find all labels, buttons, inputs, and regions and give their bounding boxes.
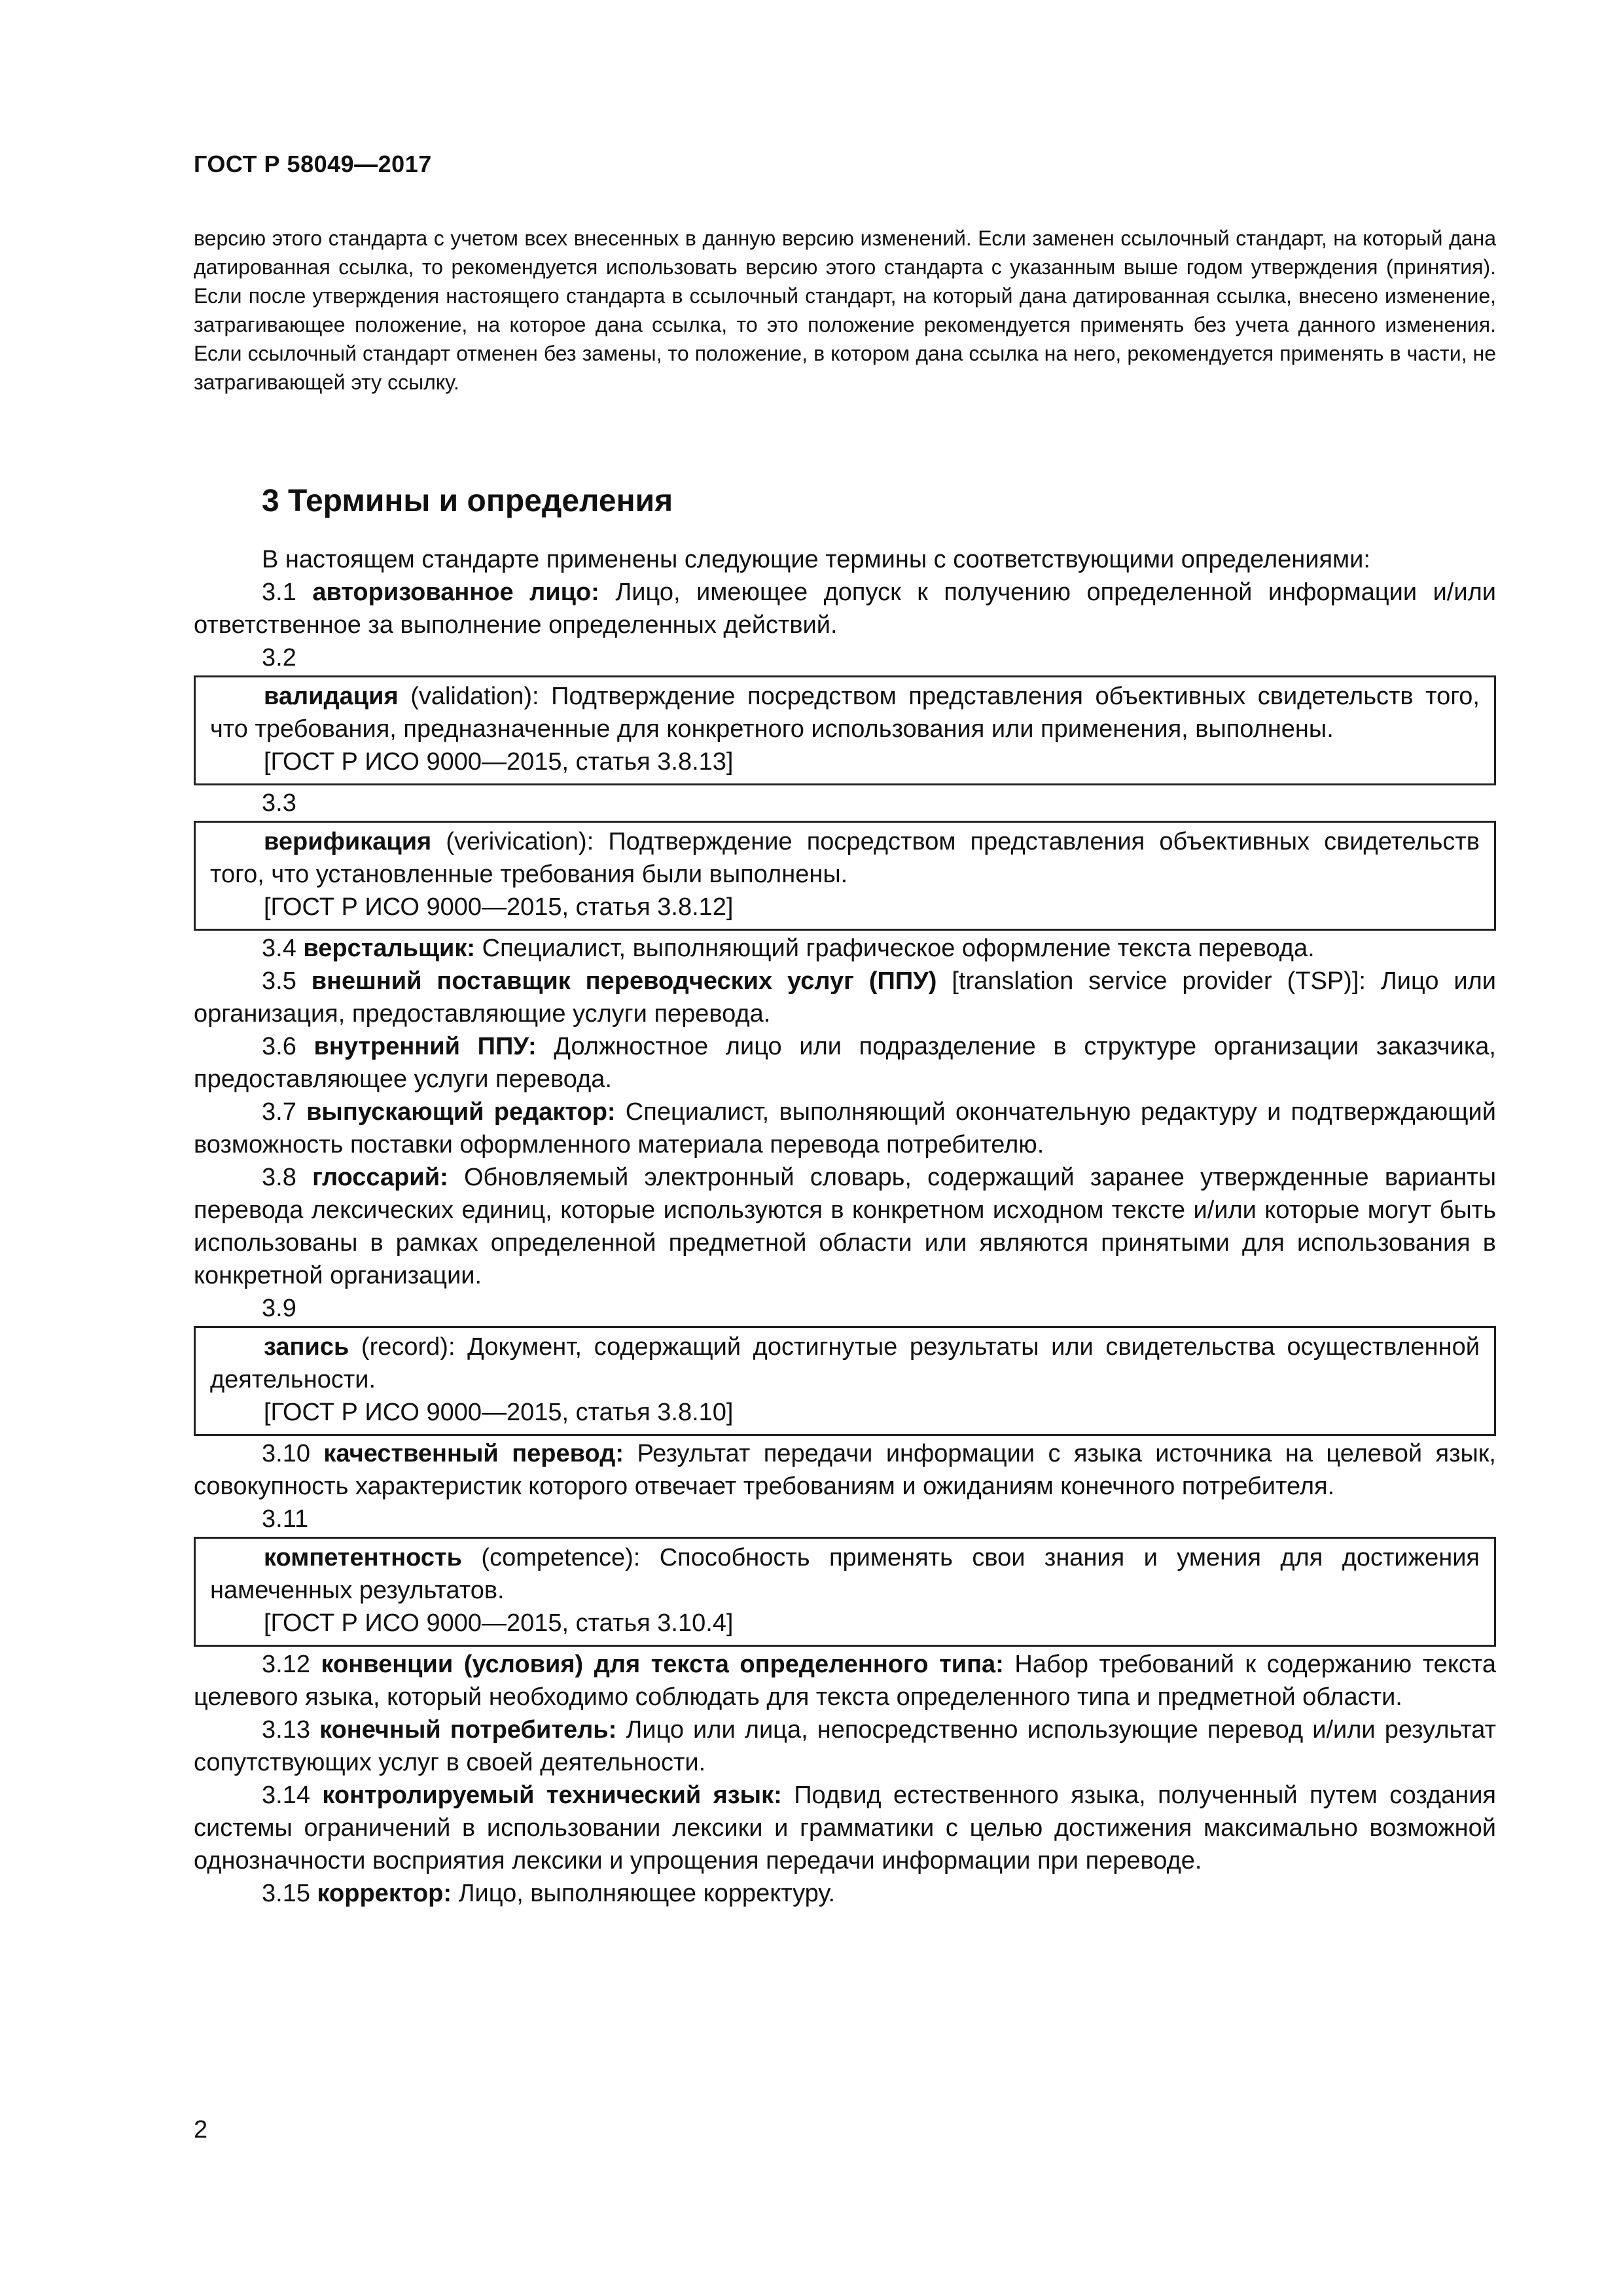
term-3-14 (194, 1779, 1496, 1877)
term-definition: Должностное лицо или подразделение в структуре организации заказчика, предоставляющее услуги перевода. (194, 1033, 1496, 1093)
term-name: валидация (264, 683, 399, 710)
document-header: ГОСТ Р 58049—2017 (194, 151, 432, 177)
term-name: выпускающий редактор: (306, 1098, 616, 1126)
term-number: 3.12 (262, 1651, 310, 1678)
term-name: конечный потребитель: (319, 1716, 617, 1744)
term-number: 3.9 (262, 1295, 296, 1322)
term-3-1 (194, 576, 1496, 641)
term-number: 3.8 (262, 1164, 296, 1191)
term-number: 3.7 (262, 1098, 296, 1126)
term-definition: Лицо, имеющее допуск к получению определенной информации и/или ответственное за выполнение определенных действий. (194, 579, 1496, 639)
term-definition: Специалист, выполняющий графическое оформление текста перевода. (475, 935, 1315, 962)
term-3-2 (210, 680, 1480, 745)
term-box-3-3 (194, 821, 1496, 931)
term-3-8 (194, 1161, 1496, 1292)
term-number: 3.15 (262, 1880, 310, 1907)
term-number: 3.11 (262, 1505, 309, 1533)
term-number: 3.4 (262, 935, 296, 962)
term-definition: (record): Документ, содержащий достигнутые результаты или свидетельства осуществленной деятельности. (210, 1333, 1480, 1393)
term-definition: Набор требований к содержанию текста целевого языка, который необходимо соблюдать для текста определенного типа и предметной области. (194, 1651, 1496, 1711)
page-number: 2 (194, 2116, 208, 2144)
term-definition: (verivication): Подтверждение посредством представления объективных свидетельств того, что установленные требования были выполнены. (210, 828, 1480, 888)
term-name: авторизованное лицо: (312, 579, 599, 606)
terms-list (194, 543, 1496, 1910)
term-definition: Обновляемый электронный словарь, содержащий заранее утвержденные варианты перевода лексических единиц, которые используются в конкретном исходном тексте и/или которые могут быть использованы в рамках определенной предметной области или являются принятыми для использования в конкретной организации. (194, 1164, 1496, 1289)
term-box-3-2 (194, 675, 1496, 785)
term-number: 3.10 (262, 1440, 310, 1467)
term-name: запись (264, 1333, 349, 1361)
term-3-5 (194, 965, 1496, 1030)
term-source-reference: [ГОСТ Р ИСО 9000—2015, статья 3.10.4] (264, 1609, 734, 1637)
term-definition: Подвид естественного языка, полученный путем создания системы ограничений в использовании лексики и грамматики с целью достижения максимально возможной однозначности восприятия лексики и упрощения передачи информации при переводе. (194, 1782, 1497, 1874)
term-definition: Специалист, выполняющий окончательную редактуру и подтверждающий возможность поставки оформленного материала перевода потребителю. (194, 1098, 1496, 1158)
term-name: глоссарий: (312, 1164, 448, 1191)
term-name: внешний поставщик переводческих услуг (ППУ) (311, 967, 937, 995)
term-3-13 (194, 1713, 1496, 1779)
term-box-3-11 (194, 1537, 1496, 1647)
term-name: внутренний ППУ: (313, 1033, 537, 1060)
term-definition: (competence): Способность применять свои знания и умения для достижения намеченных результатов. (210, 1544, 1480, 1604)
term-definition: (validation): Подтверждение посредством представления объективных свидетельств того, что требования, предназначенные для конкретного использования или применения, выполнены. (210, 683, 1480, 743)
intro-paragraph: версию этого стандарта с учетом всех внесенных в данную версию изменений. Если заменен ссылочный стандарт, на который дана датированная ссылка, то рекомендуется использовать версию этого стандарта с указанным выше годом утверждения (принятия). Если после утверждения настоящего стандарта в ссылочный стандарт, на который дана датированная ссылка, внесено изменение, затрагивающее положение, на которое дана ссылка, то это положение рекомендуется применять без учета данного изменения. Если ссылочный стандарт отменен без замены, то положение, в котором дана ссылка на него, рекомендуется применять в части, не затрагивающей эту ссылку. (194, 226, 1496, 394)
term-3-11 (210, 1541, 1480, 1607)
term-3-10 (194, 1437, 1496, 1503)
term-3-6 (194, 1030, 1496, 1096)
term-3-3 (210, 825, 1480, 891)
term-definition: Лицо или лица, непосредственно использующие перевод и/или результат сопутствующих услуг в своей деятельности. (194, 1716, 1496, 1776)
section-lead: В настоящем стандарте применены следующие термины с соответствующими определениями: (262, 546, 1370, 573)
section-title: 3 Термины и определения (262, 484, 673, 518)
term-source-reference: [ГОСТ Р ИСО 9000—2015, статья 3.8.13] (264, 748, 734, 776)
term-number: 3.2 (262, 644, 296, 672)
term-number: 3.5 (262, 967, 296, 995)
term-3-15 (194, 1877, 1496, 1910)
term-box-3-9 (194, 1326, 1496, 1436)
term-3-12 (194, 1648, 1496, 1713)
term-definition: Результат передачи информации с языка источника на целевой язык, совокупность характеристик которого отвечает требованиям и ожиданиям конечного потребителя. (194, 1440, 1496, 1500)
term-name: верстальщик: (303, 935, 476, 962)
term-name: верификация (264, 828, 432, 855)
term-name: корректор: (317, 1880, 452, 1907)
term-3-4 (194, 932, 1496, 965)
term-name: контролируемый технический язык: (322, 1782, 782, 1809)
term-number: 3.14 (262, 1782, 310, 1809)
term-name: компетентность (264, 1544, 462, 1571)
term-source-reference: [ГОСТ Р ИСО 9000—2015, статья 3.8.10] (264, 1399, 734, 1426)
term-number: 3.13 (262, 1716, 310, 1744)
term-number: 3.1 (262, 579, 296, 606)
term-3-9 (210, 1331, 1480, 1396)
term-definition: Лицо, выполняющее корректуру. (452, 1880, 836, 1907)
term-name: качественный перевод: (323, 1440, 624, 1467)
term-number: 3.6 (262, 1033, 296, 1060)
term-source-reference: [ГОСТ Р ИСО 9000—2015, статья 3.8.12] (264, 893, 734, 921)
term-name: конвенции (условия) для текста определенного типа: (321, 1651, 1004, 1678)
term-number: 3.3 (262, 789, 296, 817)
term-3-7 (194, 1096, 1496, 1161)
term-definition: [translation service provider (TSP)]: Лицо или организация, предоставляющие услуги перевода. (194, 967, 1496, 1028)
